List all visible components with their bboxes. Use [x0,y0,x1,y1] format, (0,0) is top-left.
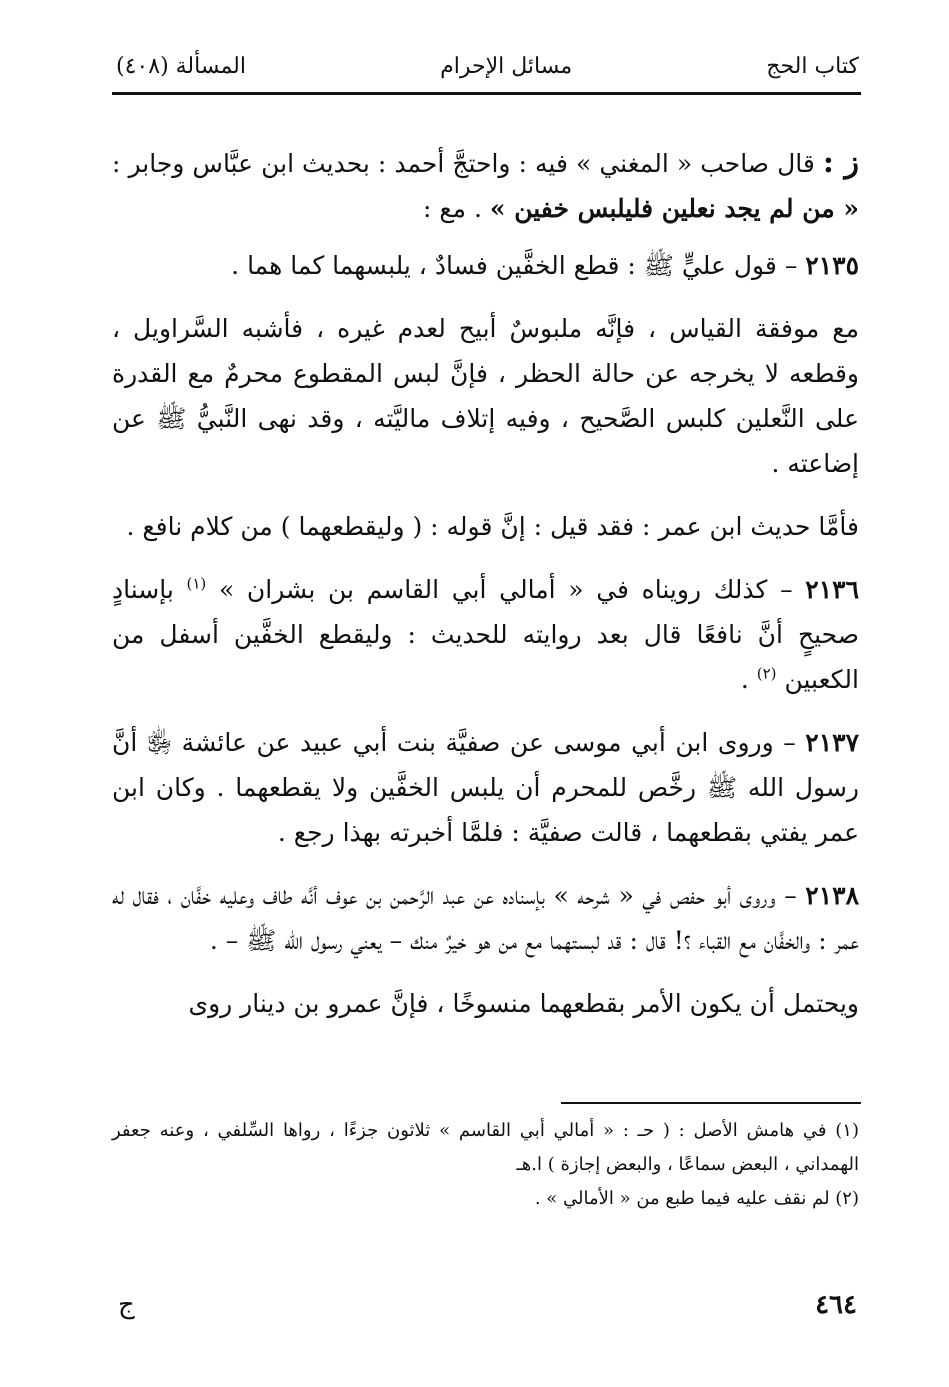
paragraph-text: . [740,665,757,694]
paragraph-text: – قول عليٍّ ﷺ : قطع الخفَّين فسادٌ ، يلبسهما كما هما . [231,251,806,280]
running-header [116,46,859,86]
body-text [112,140,859,1044]
addition-marker: ز : [822,145,859,180]
footnotes [112,1114,859,1216]
header-book-title: كتاب الحج [766,53,859,79]
paragraph-abrogation [112,981,859,1026]
paragraph-text: فأمَّا حديث ابن عمر : فقد قيل : إنَّ قوله : ( وليقطعهما ) من كلام نافع . [126,512,859,541]
header-chapter-title: مسائل الإحرام [440,53,573,79]
paragraph-intro [112,140,859,231]
footnote-rule [561,1102,861,1104]
paragraph-ibn-umar [112,504,859,549]
paragraph-text: – وروى ابن أبي موسى عن صفيَّة بنت أبي عبيد عن عائشة ﵂ أنَّ رسول الله ﷺ رخَّص للمحرم أن يلبس الخفَّين ولا يقطعهما . وكان ابن عمر يفتي بقطعهما ، قالت صفيَّة : فلمَّا أخبرته بهذا رجع . [112,728,859,847]
header-rule [112,92,861,95]
page-number: ٤٦٤ [815,1290,857,1320]
narration-number: ٢١٣٨ [805,881,859,910]
paragraph-text: – وروى أبو حفص في « شرحه » بإسناده عن عبد الرَّحمن بن عوف أنَّه طاف وعليه خفَّان ، فقال له عمر : والخفَّان مع القباء ؟! قال : قد لبستهما مع من هو خيرٌ منك – يعني رسول الله ﷺ – . [112,881,859,955]
paragraph-2138 [112,873,859,963]
signature-mark: ج [118,1290,135,1320]
paragraph-text: قال صاحب « المغني » فيه : واحتجَّ أحمد : بحديث ابن عبَّاس وجابر : [112,149,823,178]
footnote-2: (٢) لم نقف عليه فيما طبع من « الأمالي » . [534,1188,859,1209]
footnote-ref-2[interactable]: (٢) [756,664,777,683]
paragraph-text: ويحتمل أن يكون الأمر بقطعهما منسوخًا ، فإنَّ عمرو بن دينار روى [188,989,859,1018]
header-issue-number: المسألة (٤٠٨) [116,53,246,79]
paragraph-text: . مع : [422,194,490,223]
footnote-ref-1[interactable]: (١) [186,574,207,593]
paragraph-2136 [112,567,859,702]
paragraph-2135 [112,243,859,288]
narration-number: ٢١٣٧ [805,728,860,757]
paragraph-text: – كذلك رويناه في « أمالي أبي القاسم بن بشران » [206,575,806,604]
paragraph-text: بإسنادٍ صحيحٍ أنَّ نافعًا قال بعد روايته للحديث : وليقطع الخفَّين أسفل من الكعبين [112,575,859,694]
paragraph-2137 [112,720,859,855]
narration-number: ٢١٣٦ [805,575,859,604]
paragraph-analogy [112,306,859,486]
paragraph-text: مع موفقة القياس ، فإنَّه ملبوسٌ أبيح لعدم غيره ، فأشبه السَّراويل ، وقطعه لا يخرجه عن حالة الحظر ، فإنَّ لبس المقطوع محرمٌ مع القدرة على النَّعلين كلبس الصَّحيح ، وفيه إتلاف ماليَّته ، وقد نهى النَّبيُّ ﷺ عن إضاعته . [112,314,859,478]
narration-number: ٢١٣٥ [805,251,859,280]
footnote-1: (١) في هامش الأصل : ( حـ : « أمالي أبي القاسم » ثلاثون جزءًا ، رواها السِّلفي ، وعنه جعفر الهمداني ، البعض سماعًا ، والبعض إجازة ) ا.هـ [112,1120,859,1175]
hadith-quote: « من لم يجد نعلين فليلبس خفين » [489,194,859,223]
